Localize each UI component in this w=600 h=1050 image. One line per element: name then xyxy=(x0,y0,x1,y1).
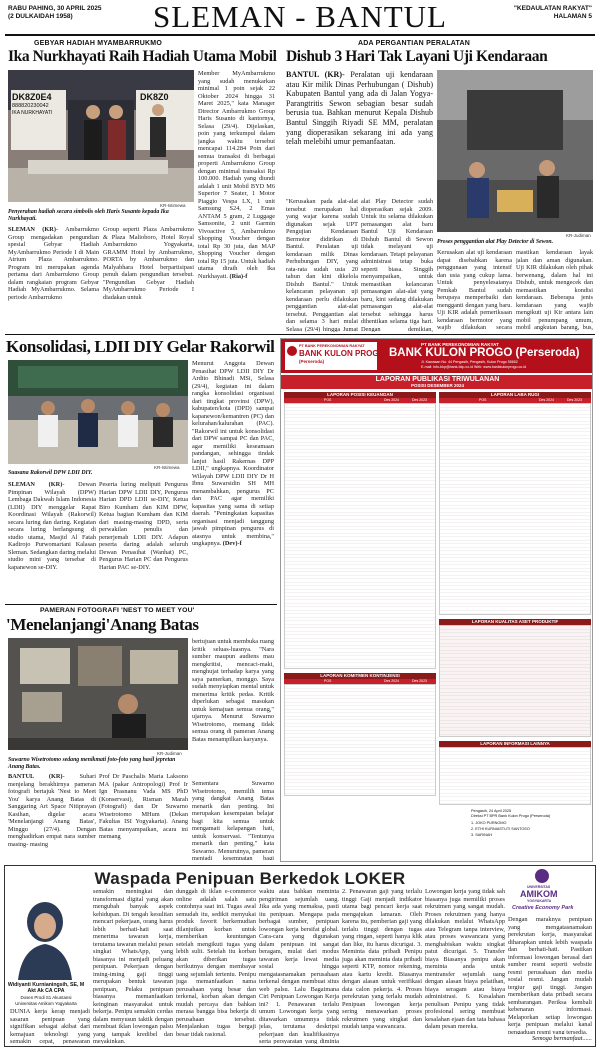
story2-col2: alat Play Detector sudah dioperasikan sejak 2009. Untuk itu selama dilakukan pemasangan alat baru Bantul Uji Kendaraan Dishub Bantul di Sewon tidak melayani uji kendaraan. Tetapi pelayanan administrasi tetap buka seperti biasa. Singgih menyampaikan, untuk memastikan kelancaran pemasangan alat-alat yang baru, kini sedang dilakukan pemasangan alat-alat tersebut sehingga harus dihentikan selama tiga hari. Dengan demikian, xyxy=(361,198,433,332)
story1-dateline: SLEMAN (KR) xyxy=(8,226,56,233)
story1-photo xyxy=(8,70,194,202)
table-laba-rugi-header: POS Des 2024 Des 2023 xyxy=(439,398,591,403)
author-org: Universitas Amikom Yogyakarta xyxy=(15,1001,77,1006)
story2-headline: Dishub 3 Hari Tak Layani Uji Kendaraan xyxy=(286,48,548,65)
story1-plate1: DK8Z0E4 xyxy=(12,92,52,102)
story4-caption: Suwarno Wisetrotomo sedang menikmati foto-foto yang hasil jepretan Anang Batas. xyxy=(8,757,176,770)
loker-col6: Lowongan kerja yang tidak sah biasanya juga memiliki proses rekrutmen yang sangat mudah. Proses rekrutmen yang hanya dilakukan melalui WhatsApp atau Telegram tanpa interview, atau proses wawancara yang menghabiskan waktu singkat patut dicurigai. 5. Transfer biaya Biasanya penipu akan meminta anda untuk mentransfer sejumlah uang dengan alasan biaya pelatihan, biaya seragam atau biaya administrasi. 6. Kesalahan penulisan Penipu yang tidak profesional sering membuat kesalahan ejaan dan tata bahasa dalam pesan mereka. xyxy=(425,888,505,1030)
table-informasi-lainnya-rows xyxy=(439,747,591,805)
bank-address: Jl. Kawasan No. 44 Pengasih, Pengasih, Kulon Progo 55652 xyxy=(421,360,518,364)
bank-big-name: BANK KULON PROGO (Perseroda) xyxy=(389,347,580,359)
divider-story4 xyxy=(5,604,277,605)
story3-photo xyxy=(8,360,188,464)
table-laba-rugi-title: LAPORAN LABA RUGI xyxy=(439,392,591,398)
story1-col3: Member MyAmbarrukmo yang sudah menukarkan minimal 1 poin sejak 22 Oktober 2024 hingga 31 Maret 2025," kata Manager Director Ambarrukmo Group Haris Susanto di kantornya, Selasa (29/4). Dijelaskan, poin yang terkumpul dalam jangka waktu tersebut mencapai 114.284 Poin dari semua transaksi di berbagai properti Ambarrukmo Group dengan minimal transaksi Rp 100.000. Hadiah yang diundi adalah 1 unit Mobil BYD M6 Superior 7 Seater, 1 Motor Piaggio Vespa LX, 1 unit Samsung S24, 2 Emas ANTAM 5 gram, 2 Luggage Samsonite, 2 unit Garmin Vivoactive 5, Ambarrukmo Shopping Voucher dengan total Rp 30 juta, dan MAP Shopping Voucher dengan total Rp 15 juta. Untuk hadiah utama diraih oleh Ika Nurkhayati. (Ria)-f xyxy=(198,70,275,280)
story2-end xyxy=(540,332,560,333)
loker-col2: semakin meningkat dan transformasi digital yang akan mengubah banyak aspek kehidupan. Di tengah kesulitan mencari pekerjaan, orang harus lebih berhati-hati saat menerima tawaran kerja, terutama tawaran melalui pesan singkat WhatsApp, yang biasanya ini menjadi peluang penipuan. Pekerjaan dengan iming-iming gaji tinggi merupakan bentuk tawaran penipuan, Pelaku penipuan biasanya memanfaatkan keinginan masyarakat untuk bekerja. Penipu semakin cerdas dalam menyusun taktik dengan membuat iklan lowongan palsu yang tampak kredibel dan meyakinkan. xyxy=(93,888,173,1044)
table-komitmen-header: POS Des 2024 Des 2023 xyxy=(284,679,436,684)
bank-small-name: BANK KULON PROGO xyxy=(299,349,385,358)
story4-col2: Prof Dr Paschalis Maria Laksono MA (pakar Antropologi) Prof Ir Ign Prasnanu Vada MS PhD (Konservasi), Risman Marah (Fotografi) dan Dr Suwarno Wisetrotomo MHum (Dekan Fakultas ISI Yogyakarta). Anang Batas menyampaikan, acara ini memang xyxy=(99,773,188,840)
story4-col1: BANTUL (KR)- Suhari menjelang berakhirnya pameran fotografi bertajuk 'Nest to Meet You' karya Anang Batas di Sanggaring Art Space Nitiprayan Kasihan, digelar acara 'Menelanjangi Anang Batas', Minggu (27/4). Dengan menghadirkan empat nara sumber masing- masing xyxy=(8,773,96,848)
story1-col1: SLEMAN (KR)- Ambarrukmo Group mengadakan pengundian spesial Gebyar Hadiah MyAmbarrukmo Periode I di Main Atrium Plaza Ambarrukmo. Program ini merupakan agenda pertama dari Ambarrukmo Group dalam rangkaian program Gebyar Hadiah MyAmbarrukmo. Selama periode Ambarrukmo xyxy=(8,226,99,301)
masthead-page: HALAMAN 5 xyxy=(553,13,592,20)
story2-col3: Kerusakan alat uji kendaraan dapat disebabkan karena penggunaan yang intensif dan usia yang cukup lama. Untuk penyelesaianya Pemkab Bantul sudah berupaya memperbaiki dan mengganti dengan yang baru. Uji KIR adalah pemeriksaan kendaraan bermotor yang wajib dilakukan secara xyxy=(437,249,512,331)
report-sub: POSISI DESEMBER 2024 xyxy=(410,383,465,388)
story1-banner1: 888820230042 xyxy=(12,103,49,109)
story1-end: (Ria)-f xyxy=(229,272,248,280)
story1-col2: Group seperti Plaza Ambarrukmo & Plaza Malioboro, Hotel Royal Ambarrukmo Yogyakarta, GRAMM Hotel by Ambarrukmo, PORTA by Ambarrukmo dan Malyabhara Hotel berpartisipasi penuh dalam pengundian tersebut. "Pengundian Gebyar Hadiah MyAmbarrukmo Periode I diadakan untuk xyxy=(103,226,194,301)
report-title: LAPORAN PUBLIKASI TRIWULANAN xyxy=(375,376,500,383)
footer-board: Direksi PT BPR Bank Kulon Progo (Perseroda) xyxy=(471,814,551,818)
loker-title: Waspada Penipuan Berkedok LOKER xyxy=(94,869,406,888)
story4-headline: 'Menelanjangi'Anang Batas xyxy=(6,615,199,634)
table-laba-rugi-rows xyxy=(439,403,591,615)
signatory-2: 2. ETHI KURNIASTUTI SANTOSO xyxy=(471,827,530,831)
loker-signoff: Semoga bermanfaat...... xyxy=(532,1035,592,1042)
amikom-logo-icon xyxy=(535,869,549,883)
footer-date: Pengasih, 24 April 2025 xyxy=(471,809,512,813)
story3-headline: Konsolidasi, LDII DIY Gelar Rakorwil xyxy=(6,337,275,356)
story4-photo-credit: KR-Judiman xyxy=(157,751,182,756)
story3-end: (Dev)-f xyxy=(222,540,242,547)
table-komitmen-title: LAPORAN KOMITMEN KONTINJENSI xyxy=(284,673,436,679)
loker-col4: waktu atau bahkan meminta pengiriman sejumlah uang. Jika ada yang memaksa, pasti itu penipuan. Mengapa pada berbagai sumber, penipuan lowongan kerja bersifat global. Cara-cara yang digunakan dalam penipuan ini sangat beragam, mulai dari modus tawaran kerja lewat media sosial hingga mengatasnamakan perusahaan terkenal dengan membuat situs web palsu. Lalu Bagaimana Ciri Penipuan Lowongan Kerja ini? 1. Penawaran terlalu umum Lowongan kerja yang ditawarkan umumnya tidak jelas, terutama deskripsi pekerjaan dan kualifikasinya serta persyaratan yang diminta xyxy=(259,888,339,1044)
amikom-uni-top: UNIVERSITAS xyxy=(527,885,551,889)
story2-lead: BANTUL (KR)- Peralatan uji kendaraan atau Kir milik Dinas Perhubungan ( Dishub) Kabupaten Bantul yang ada di Jalan Yogya-Parangtritis Sewon sebagian besar sudah berusia tua. Bahkan menurut Kepala Dishub Bantul Singgih Riyadi SE MM, peralatan yang dioperasikan sekarang ini ada yang telah melebihi umur pemanfaatan. xyxy=(286,70,433,147)
masthead-date: RABU PAHING, 30 APRIL 2025 xyxy=(8,5,102,12)
bank-ad xyxy=(280,338,593,862)
story1-photo-credit: KR-Istimewa xyxy=(160,203,186,208)
loker-col1: DUNIA kerja kerap menjadi sasaran penipuan yang signifikan sebagai akibat dari kemajuan teknologi yang semakin cepat, penawaran xyxy=(10,1008,90,1044)
author-role: Dosen Prodi S1 Akuntansi xyxy=(20,995,72,1000)
story3-col3: Menurut Anggota Dewan Penasihat DPW LDII DIY Dr Ardito Bhinadi MSi, Selasa (29/4), kegiatan ini dalam rangka konsolidasi organisasi dari tingkat provinsi (DPW), kabupaten/kota (DPD) sampai kapanewon/kemantren (PC) dan kelurahan/kalurahan (PAC). "Rakorwil ini untuk konsolidasi dari DPW sampai PC dan PAC, agar memiliki keseamaan pandangan, sehingga tindak lanjut hasil Rakernas DPP LDII," ungkapnya. Koordinator Wilayah DPW LDII DIY Dr H Ibnu Suwarsidin SH MH menambahkan, pengurus PC dan PAC agar memiliki kapasitas yang sama di setiap daerah. "Peningkatan kapasitas organisasi menjadi tanggung jawab pimpinan pengurus di atasnya untuk membina," ungkapnya. (Dev)-f xyxy=(192,360,274,547)
story1-caption: Penyerahan hadiah secara simbolis oleh Haris Susanto kepada Ika Nurkhayati. xyxy=(8,209,169,222)
table-komitmen-rows xyxy=(284,684,436,796)
story4-col4: Sementara Suwarno Wisetrotomo, memilih tema yang dangkat Anang Batas menarik dan penting. Ini merupakan kesempatan belajar bagi kita semua untuk mengamati kelapangan hati, untuk konservasi. "Tentunya menarik dan penting," kata Suwarno. Menurutnya, pameran menjadi kesempatan bagi xyxy=(192,780,274,860)
table-kualitas-aset-title: LAPORAN KUALITAS ASET PRODUKTIF xyxy=(439,619,591,625)
signatory-1: 1. JOKO PURNOMO xyxy=(471,821,507,825)
story3-dateline: SLEMAN (KR) xyxy=(8,481,63,488)
story4-dateline: BANTUL (KR) xyxy=(8,773,63,780)
author-name: Widiyanti Kurnianingsih, SE, M Akt Ak CA CPA xyxy=(7,982,85,995)
masthead-rule xyxy=(5,34,595,36)
bank-small-label: PT BANK PEREKONOMIAN RAKYAT xyxy=(299,344,365,348)
story2-photo-credit: KR-Judiman xyxy=(566,233,591,238)
bank-small-right: PT BANK PEREKONOMIAN RAKYAT xyxy=(421,342,499,347)
story1-kicker: GEBYAR HADIAH MYAMBARRUKMO xyxy=(34,40,162,47)
divider-mid xyxy=(5,334,595,335)
story1-headline: Ika Nurkhayati Raih Hadiah Utama Mobil xyxy=(8,48,277,65)
masthead-title: SLEMAN - BANTUL xyxy=(153,0,447,34)
loker-col7: Dengan maraknya penipuan yang mengatasnamakan perekrutan kerja, masyarakat diharapkan untuk lebih waspada dan berhati-hati. Pastikan informasi lowongan berasal dari sumber resmi seperti website resmi perusahaan dan media sosial resmi. Jangan mudah tergiur gaji tinggi. Jangan memberikan data pribadi secara sembarangan. Periksa kembali kebenaran informasi. Melaporkan setiap lowongan kerja penipuan melalui kanal pengaduan resmi yang tersedia. xyxy=(508,916,592,1034)
story1-plate2: DK8Z0 xyxy=(140,92,169,102)
table-informasi-lainnya-title: LAPORAN INFORMASI LAINNYA xyxy=(439,741,591,747)
story4-photo xyxy=(8,638,188,750)
bank-logo-icon xyxy=(287,346,297,356)
story1-banner2: IKA NURKHAYATI xyxy=(12,110,53,116)
story2-kicker: ADA PERGANTIAN PERALATAN xyxy=(358,40,471,47)
masthead-slogan: "KEDAULATAN RAKYAT" xyxy=(513,5,592,12)
story3-photo-credit: KR-Istimewa xyxy=(154,465,180,470)
loker-col3: dunggah di iklan e-commerce online adalah salah satu contohnya saat ini. Tugas awal semudah itu, sedikit menyukai produk favorit berkemudian dilanjutkan korban untuk memberikan keuntungan setelah mengikuti tugas yang lebih sulit. Setelah itu korban akan diberikan tugas berikutnya dengan membayar uang sejumlah tertentu. Penipu juga memanfaatkan nama perusahaan yang besar dan terkenal, korban akan dengan mudah percaya dan bahkan merasa bangga bisa bekerja di perusahaan tersebut. Menjalankan tugas bergaji besar tidak rasional. xyxy=(176,888,256,1038)
table-kualitas-aset-rows xyxy=(439,625,591,737)
amikom-location: YOGYAKARTA xyxy=(527,899,552,903)
bank-small-sub: (Perseroda) xyxy=(299,359,325,364)
masthead-hijri: (2 DULKAIDAH 1958) xyxy=(8,13,73,20)
bank-contact: E-mail: info-bkp@bank-bkp.co.id Web: www.bankkulonprogo.co.id xyxy=(421,365,527,369)
story3-caption: Suasana Rakorwil DPW LDII DIY. xyxy=(8,470,93,476)
amikom-tag: Creative Economy Park xyxy=(512,905,574,911)
story2-caption: Proses penggantian alat Play Detector di Sewon. xyxy=(437,239,554,245)
amikom-name: AMIKOM xyxy=(520,889,558,899)
table-posisi-keuangan-header: POS Des 2024 Des 2023 xyxy=(284,398,436,403)
story2-dateline: BANTUL (KR) xyxy=(286,70,342,79)
story4-col3: bertujuan untuk membuka ruang kritik seluas-luasnya. "Nara sumber maupun audiens mau mengkritisi, mencaci-maki, menghujat terhadap karya yang saya pamerkan, monggo. Saya sudah menyiapkan mental untuk menerima kritik pedas. Kritik diperlukan sebagai masukan untuk kemajuan semua orang," ujarnya. Menurut Suwarno Wisetrotomo, memang tidak semua orang di pameran Anang Batas menampilkan karyanya. xyxy=(192,638,274,743)
table-posisi-keuangan-title: LAPORAN POSISI KEUANGAN xyxy=(284,392,436,398)
story2-photo xyxy=(437,70,593,232)
story3-col2: Peserta luring meliputi Pengurus Harian DPW LDII DIY, Pengurus Harian DPD LDII se-DIY, Ketua Biro Kumham dan KIM DPW, Ketua bagian Kumham dan KIM dari masing-masing DPD, serta perwakilan penulis dan penerjemah LDII DIY. Adapun peserta daring adalah seluruh Dewan Penasihat (Wanhat) PC, Pengurus Harian PC dan Pengurus Harian PAC se-DIY. xyxy=(99,481,188,571)
story2-col1: "Kerusakan pada alat-alat tersebut merupakan hal yang wajar karena sudah digunakan sejak UPT Pengujian Kendaraan Bermotor didirikan di Bantul. Peralatan uji kendaraan milik Dinas Perhubungan DIY, yang rata-rata sudah usia 20 tahun dan kini dikelola Dishub Bantul." Untuk kelancaran pelayanan uji kendaraan perlu dilakukan penggantian alat-alat tersebut. Penggantian alat dan selama 3 hari mulai Selasa (29/4) hingga Jumat xyxy=(286,198,358,332)
loker-col5: 2. Penawaran gaji yang terlalu tinggi Gaji menjadi indikator utama bagi pencari kerja saat mengajukan lamaran. Oleh karena itu, pemberian gaji yang terlalu tinggi dengan tugas yang ringan, seperti hanya klik dan like, itu harus dicurigai. 3. Meminta data pribadi Penipu juga akan meminta data pribadi seperti KTP, nomor rekening, atau kartu kredit. Biasanya dengan alasan untuk verifikasi data calon pekerja. 4. Proses perekrutan yang terlalu mudah Penipuan lowongan kerja sering menawarkan proses rekrutmen yang singkat dan mudah tanpa wawancara. xyxy=(342,888,422,1030)
author-photo xyxy=(10,890,80,980)
table-posisi-keuangan-rows xyxy=(284,403,436,669)
signatory-3: 3. SARINAH xyxy=(471,833,493,837)
story4-kicker: PAMERAN FOTOGRAFI 'NEST TO MEET YOU' xyxy=(40,607,195,614)
story2-col4: mastikan kendaraan layak jalan dan aman digunakan. Uji KIR dilakukan oleh pihak berwenang, dalam hal ini Dishub, untuk mengecek dan memastikan kondisi kendaraan. Beberapa jenis kendaraan yang wajib mengikuti uji Kir antara lain mobil penumpang umum, mobil angkutan barang, bus, xyxy=(516,249,593,332)
story3-col1: SLEMAN (KR)- Dewan Pimpinan Wilayah (DPW) Lembaga Dakwah Islam Indonesia (LDII) DIY menggelar Rapat Koordinasi Wilayah (Rakorwil) secara luring dan daring. Kegiatan secara luring berlangsung di studio utama, Masjid Al Fatah Kadirojo Purwomartani Kalasan Sleman. Sedangkan daring melalui studio mini yang tersebar di kapanewon se-DIY. xyxy=(8,481,96,571)
